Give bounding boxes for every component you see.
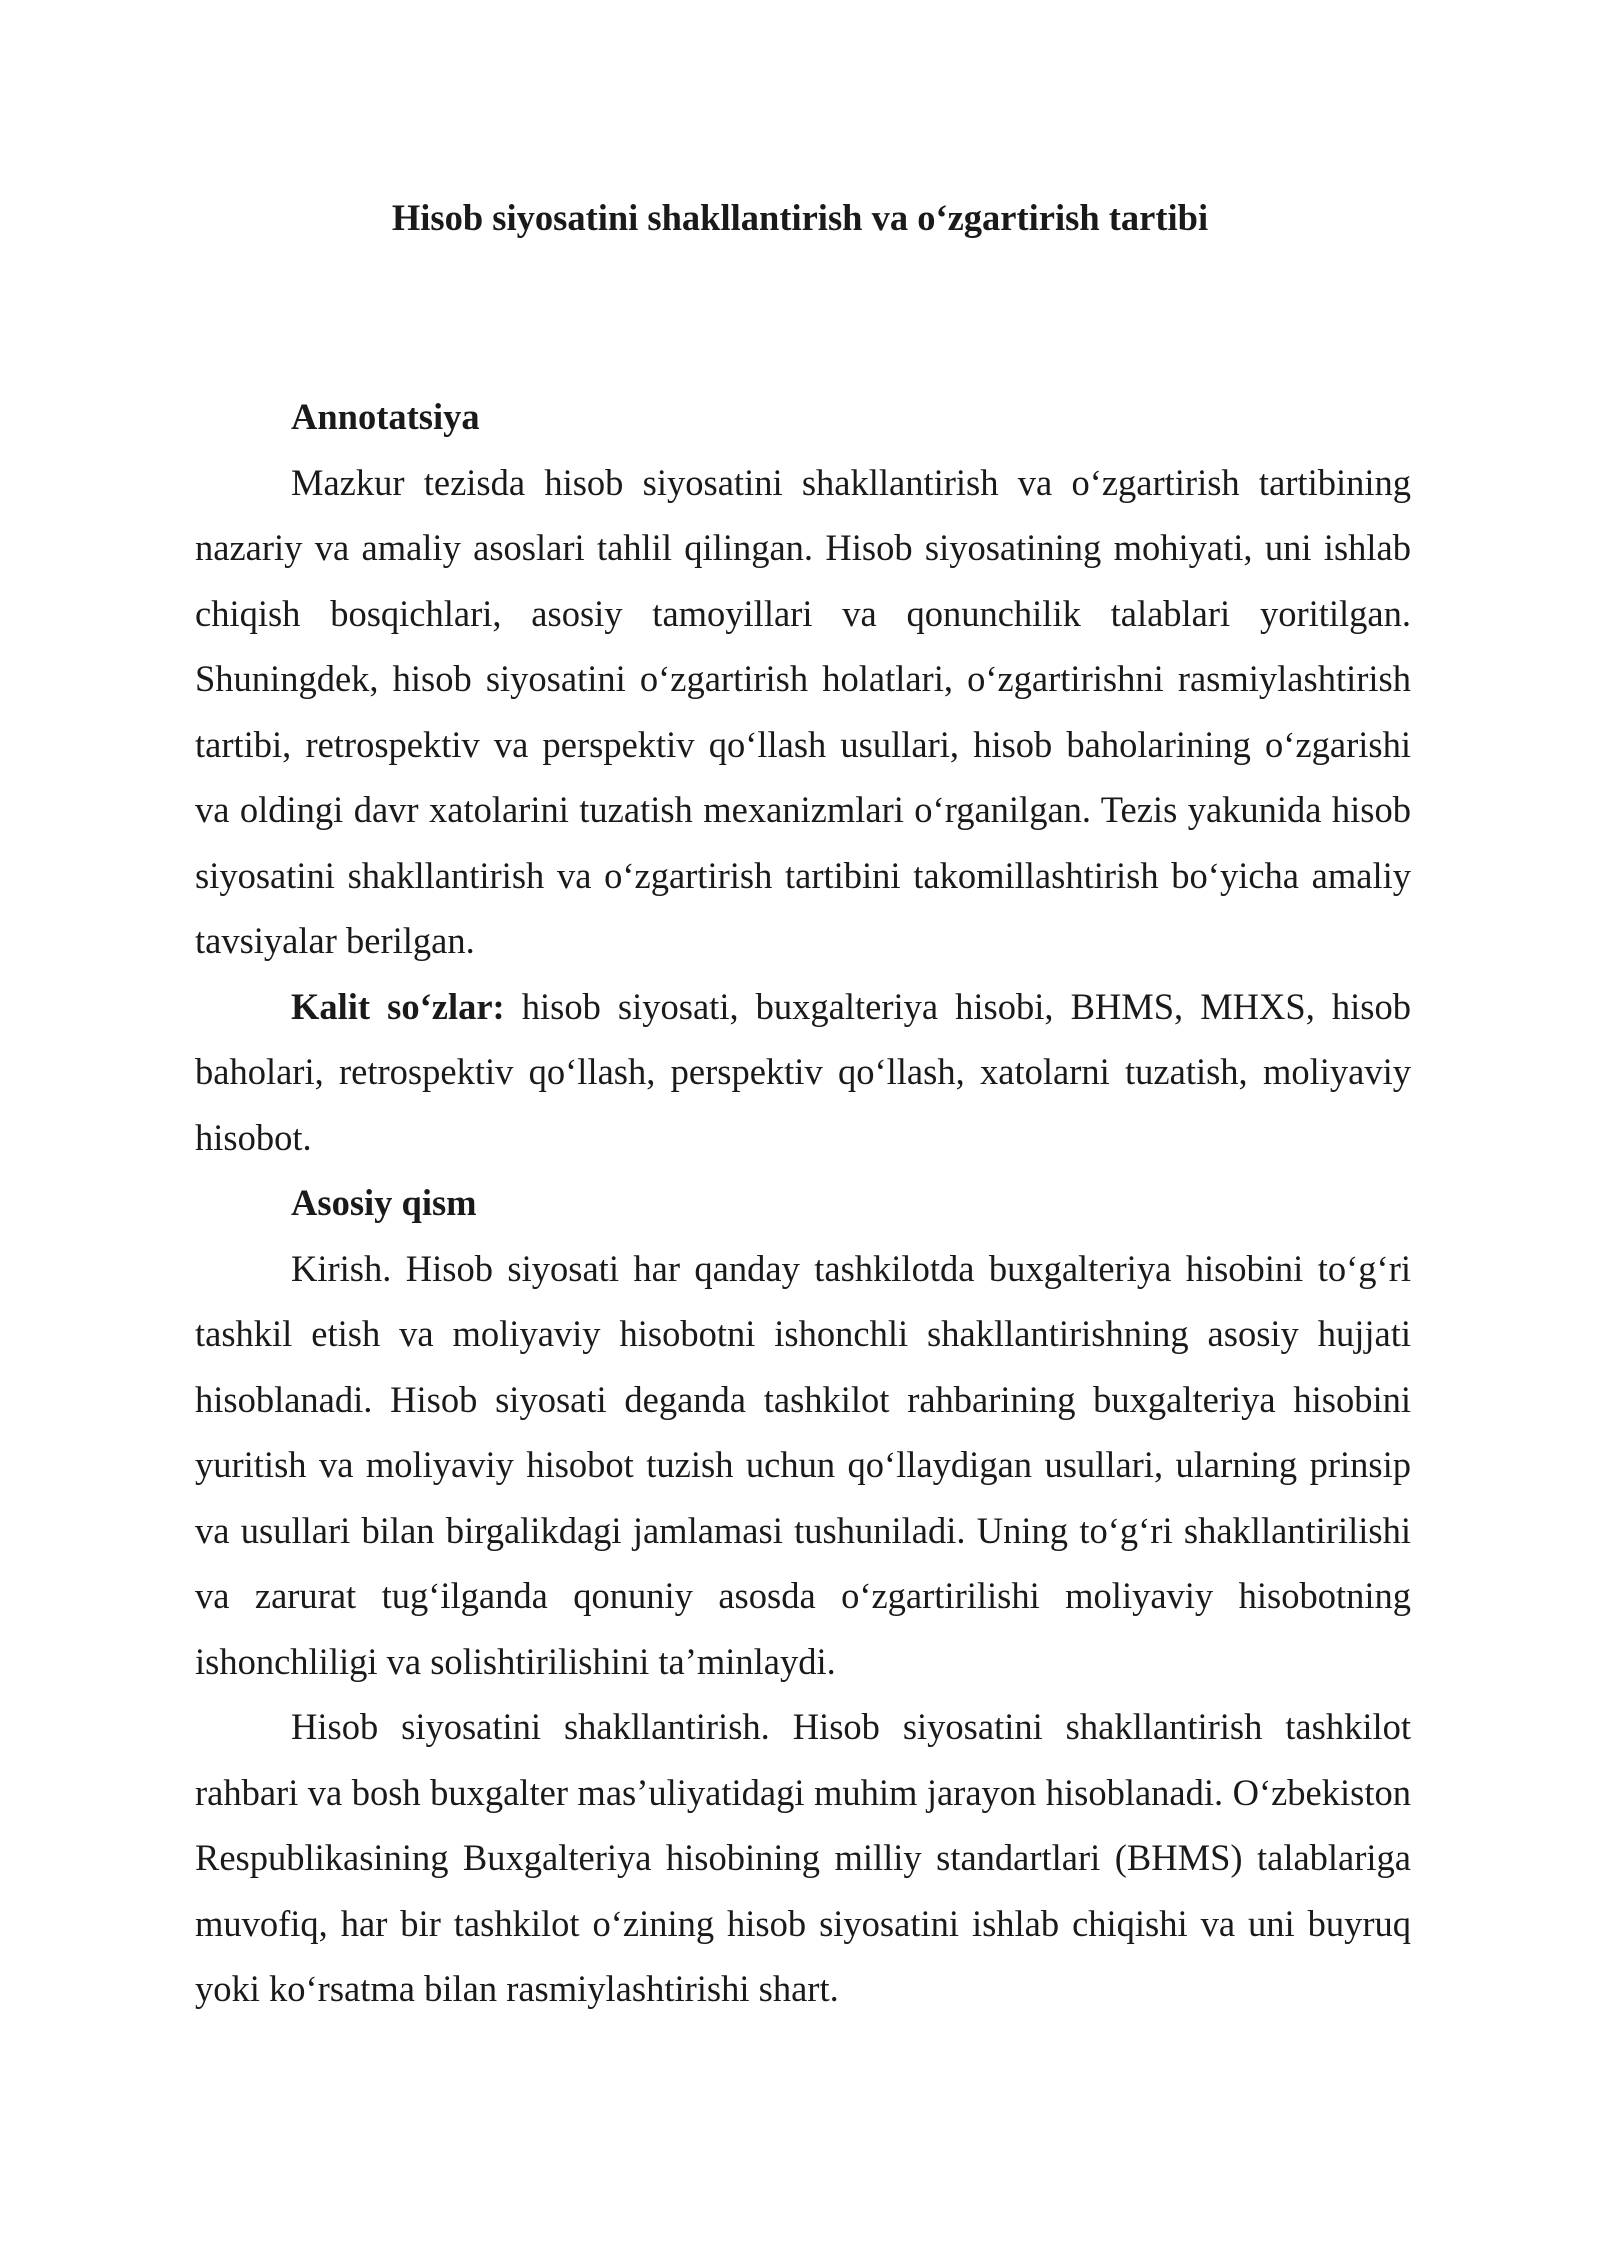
- intro-paragraph: Kirish. Hisob siyosati har qanday tashkilotda buxgalteriya hisobini to‘g‘ri tashkil etish va moliyaviy hisobotni ishonchli shakllantirishning asosiy hujjati hisoblanadi. Hisob siyosati deganda tashkilot rahbarining buxgalteriya hisobini yuritish va moliyaviy hisobot tuzish uchun qo‘llaydigan usullari, ularning prinsip va usullari bilan birgalikdagi jamlamasi tushuniladi. Uning to‘g‘ri shakllantirilishi va zarurat tug‘ilganda qonuniy asosda o‘zgartirilishi moliyaviy hisobotning ishonchliligi va solishtirilishini ta’minlaydi.: [195, 1247, 1411, 1682]
- formation-paragraph: Hisob siyosatini shakllantirish. Hisob siyosatini shakllantirish tashkilot rahbari va bosh buxgalter mas’uliyatidagi muhim jarayon hisoblanadi. O‘zbekiston Respublikasining Buxgalteriya hisobining milliy standartlari (BHMS) talablariga muvofiq, har bir tashkilot o‘zining hisob siyosatini ishlab chiqishi va uni buyruq yoki ko‘rsatma bilan rasmiylashtirishi shart.: [195, 1706, 1411, 2009]
- document-body: [195, 384, 1411, 2022]
- main-section-heading: Asosiy qism: [291, 1182, 477, 1223]
- keywords-label: Kalit so‘zlar:: [291, 985, 505, 1027]
- keywords-text: hisob siyosati, buxgalteriya hisobi, BHMS, MHXS, hisob baholari, retrospektiv qo‘llash, perspektiv qo‘llash, xatolarni tuzatish, moliyaviy hisobot.: [195, 985, 1411, 1158]
- keywords-paragraph: [195, 974, 1411, 1171]
- document-title: Hisob siyosatini shakllantirish va o‘zgartirish tartibi: [391, 197, 1209, 238]
- annotation-heading: Annotatsiya: [291, 396, 480, 437]
- annotation-paragraph: Mazkur tezisda hisob siyosatini shakllantirish va o‘zgartirish tartibining nazariy va amaliy asoslari tahlil qilingan. Hisob siyosatining mohiyati, uni ishlab chiqish bosqichlari, asosiy tamoyillari va qonunchilik talablari yoritilgan. Shuningdek, hisob siyosatini o‘zgartirish holatlari, o‘zgartirishni rasmiylashtirish tartibi, retrospektiv va perspektiv qo‘llash usullari, hisob baholarining o‘zgarishi va oldingi davr xatolarini tuzatish mexanizmlari o‘rganilgan. Tezis yakunida hisob siyosatini shakllantirish va o‘zgartirish tartibini takomillashtirish bo‘yicha amaliy tavsiyalar berilgan.: [195, 461, 1411, 961]
